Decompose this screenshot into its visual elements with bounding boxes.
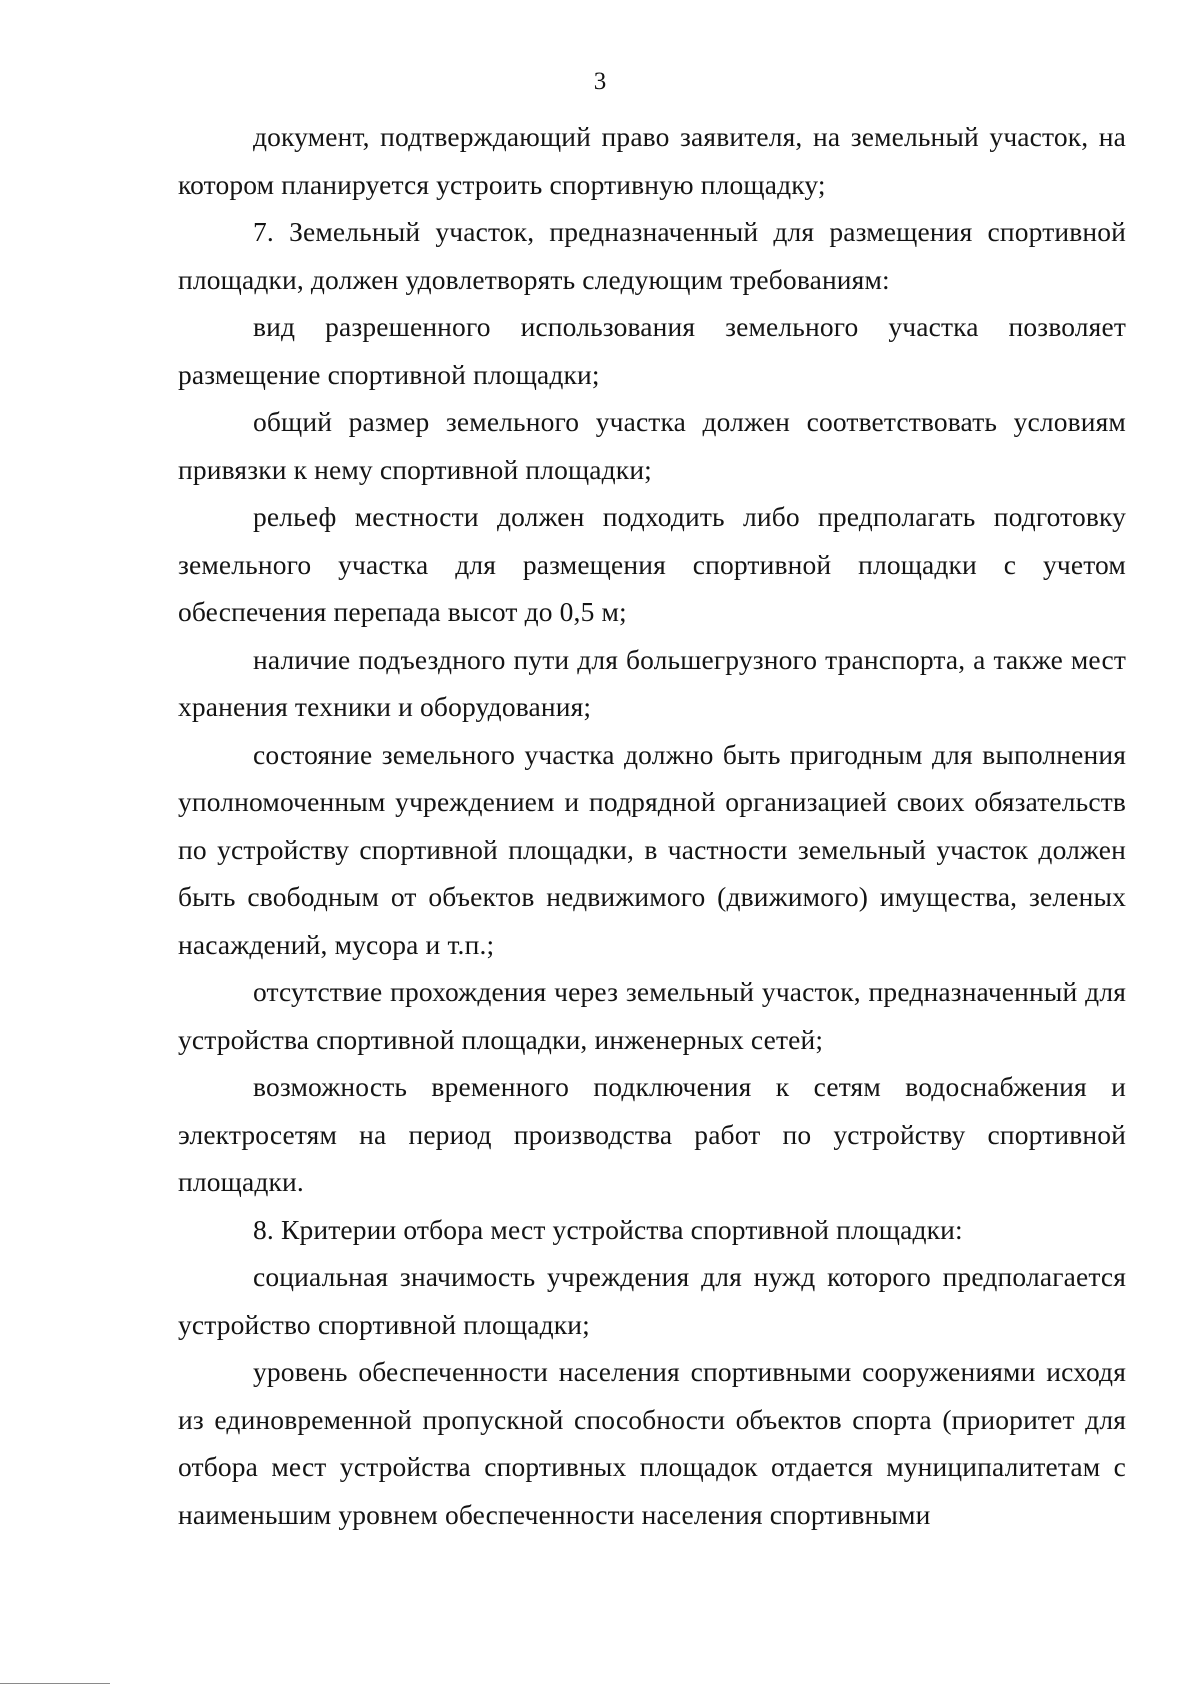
paragraph-access-road: наличие подъездного пути для большегрузного транспорта, а также мест хранения техники и оборудования; bbox=[178, 643, 1126, 722]
paragraph-temporary-connection: возможность временного подключения к сетям водоснабжения и электросетям на период производства работ по устройству спортивной площадки. bbox=[178, 1071, 1126, 1197]
paragraph-plot-size: общий размер земельного участка должен соответствовать условиям привязки к нему спортивной площадки; bbox=[178, 406, 1126, 485]
paragraph-social-significance: социальная значимость учреждения для нужд которого предполагается устройство спортивной площадки; bbox=[178, 1261, 1126, 1340]
paragraph-plot-condition: состояние земельного участка должно быть пригодным для выполнения уполномоченным учреждением и подрядной организацией своих обязательств по устройству спортивной площадки, в частности земельный участок должен быть свободным от объектов недвижимого (движимого) имущества, зеленых насаждений, мусора и т.п.; bbox=[178, 738, 1126, 960]
document-body bbox=[178, 113, 1126, 1538]
paragraph-no-utilities: отсутствие прохождения через земельный участок, предназначенный для устройства спортивной площадки, инженерных сетей; bbox=[178, 976, 1126, 1055]
paragraph-item-7: 7. Земельный участок, предназначенный для размещения спортивной площадки, должен удовлетворять следующим требованиям: bbox=[178, 216, 1126, 295]
page-number: 3 bbox=[593, 68, 607, 95]
paragraph-document-right: документ, подтверждающий право заявителя, на земельный участок, на котором планируется устроить спортивную площадку; bbox=[178, 121, 1126, 200]
paragraph-item-8: 8. Критерии отбора мест устройства спортивной площадки: bbox=[253, 1213, 963, 1245]
paragraph-permitted-use: вид разрешенного использования земельного участка позволяет размещение спортивной площадки; bbox=[178, 311, 1126, 390]
bottom-edge-line bbox=[0, 1683, 110, 1684]
paragraph-provision-level: уровень обеспеченности населения спортивными сооружениями исходя из единовременной пропускной способности объектов спорта (приоритет для отбора мест устройства спортивных площадок отдается муниципалитетам с наименьшим уровнем обеспеченности населения спортивными bbox=[178, 1356, 1126, 1530]
paragraph-terrain: рельеф местности должен подходить либо предполагать подготовку земельного участка для размещения спортивной площадки с учетом обеспечения перепада высот до 0,5 м; bbox=[178, 501, 1126, 627]
